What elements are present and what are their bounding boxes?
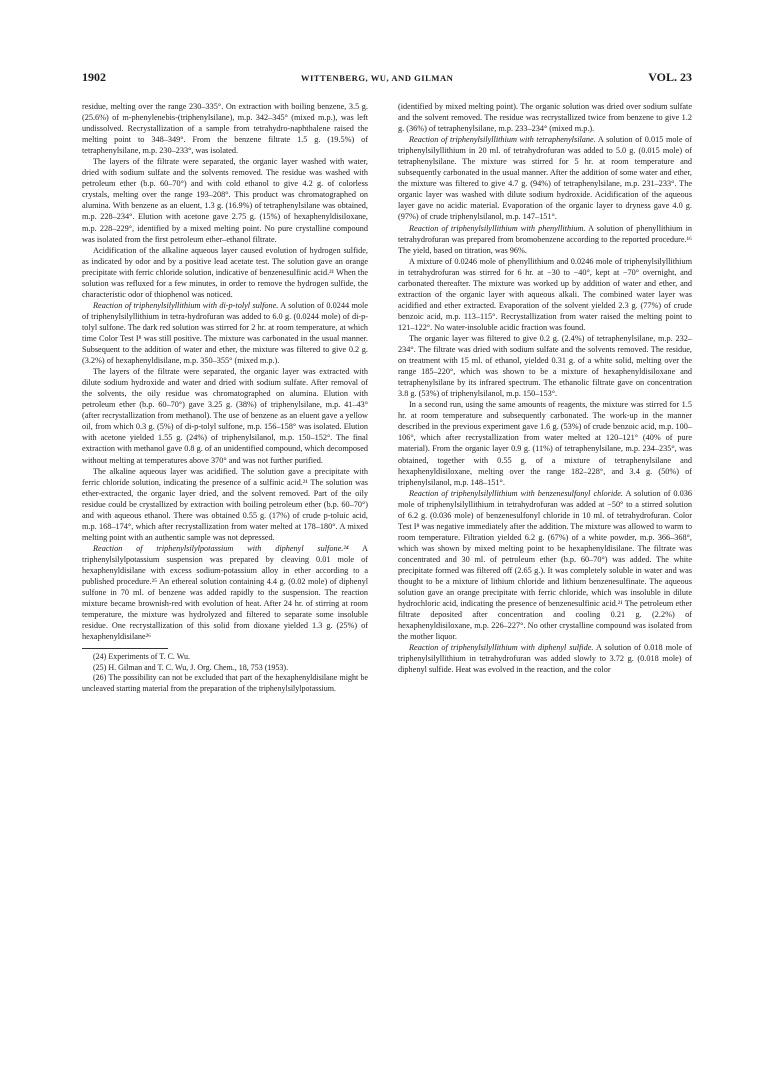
paragraph: The layers of the filtrate were separated, the organic layer was extracted with dilute sodium hydroxide and water and dried with sodium sulfate. After removal of the solvents, the oily residue was chromatographed on alumina. Elution with petroleum ether (b.p. 60–70°) gave 3.25 g. (38%) of triphenylsilane, m.p. 41–43° (after recrystallization from methanol). The use of benzene as an eluent gave a yellow oil, from which 0.3 g. (5%) of di-p-tolyl sulfone, m.p. 156–158° was isolated. Elution with acetone yielded 1.55 g. (24%) of triphenylsilanol, m.p. 150–152°. The final extraction with methanol gave 0.8 g. of an unidentified compound, which decomposed without melting at temperatures above 370° and was not further purified. xyxy=(82,367,368,465)
paragraph: A mixture of 0.0246 mole of phenyllithium and 0.0246 mole of triphenylsilyllithium in tetrahydrofuran was stirred for 6 hr. at −30 to −40°, kept at −70° overnight, and carbonated thereafter. The mixture was worked up by addition of water and ether, and extraction of the organic layer with aqueous alkali. The combined water layer was acidified and ether extracted. Evaporation of the solvent yielded 2.3 g. (77%) of crude benzoic acid, m.p. 113–115°. Recrystallization from water raised the melting point to 121–122°. No water-insoluble acidic fraction was found. xyxy=(398,256,692,332)
footnote-divider xyxy=(82,648,168,649)
paragraph: The layers of the filtrate were separated, the organic layer washed with water, dried with sodium sulfate and the solvents removed. The residue was washed with petroleum ether (b.p. 60–70°) and with cold ethanol to give 4.2 g. of colorless crystals, melting over the range 193–208°. This product was chromatographed on alumina. With benzene as an eluent, 1.3 g. (16.9%) of tetraphenylsilane was obtained, m.p. 228–234°. Elution with acetone gave 2.75 g. (15%) of hexaphenyldisiloxane, m.p. 228–229°, identified by a mixed melting point. No pure crystalline compound was isolated from the first petroleum ether–ethanol filtrate. xyxy=(82,157,368,244)
footnote: (24) Experiments of T. C. Wu. xyxy=(93,652,190,662)
paragraph: Reaction of triphenylsilylpotassium with diphenyl sulfone.²⁴ A triphenylsilylpotassium suspension was prepared by cleaving 0.01 mole of hexaphenyldisilane with excess sodium-potassium alloy in ether according to a published procedure.²⁵ An ethereal solution containing 4.4 g. (0.02 mole) of diphenyl sulfone in 70 ml. of benzene was added rapidly to the suspension. The reaction mixture became brownish-red with evolution of heat. After 24 hr. of stirring at room temperature, the mixture was hydrolyzed and filtered to separate some insoluble residue. One recrystallization of this solid from dioxane yielded 1.3 g. (25%) of hexaphenyldisilane²⁶ xyxy=(82,543,368,642)
paragraph: Reaction of triphenylsilyllithium with phenyllithium. A solution of phenyllithium in tetrahydrofuran was prepared from bromobenzene according to the reported procedure.¹⁶ The yield, based on titration, was 96%. xyxy=(398,223,692,255)
paragraph: Reaction of triphenylsilyllithium with diphenyl sulfide. A solution of 0.018 mole of triphenylsilyllithium in tetrahydrofuran was added slowly to 3.72 g. (0.018 mole) of diphenyl sulfide. Heat was evolved in the reaction, and the color xyxy=(398,643,692,675)
left-column xyxy=(82,101,368,695)
paragraph: Reaction of triphenylsilyllithium with di-p-tolyl sulfone. A solution of 0.0244 mole of triphenylsilyllithium in tetra-hydrofuran was added to 6.0 g. (0.0244 mole) of di-p-tolyl sulfone. The dark red solution was stirred for 2 hr. at room temperature, at which time Color Test I⁸ was still positive. The mixture was carbonated in the usual manner. Subsequent to the addition of water and ether, the mixture was filtered to give 0.2 g. (3.2%) of hexaphenyldisilane, m.p. 350–355° (mixed m.p.). xyxy=(82,300,368,366)
page-number: 1902 xyxy=(82,70,106,84)
paragraph: Acidification of the alkaline aqueous layer caused evolution of hydrogen sulfide, as indicated by odor and by a positive lead acetate test. The solution gave an orange precipitate with ferric chloride solution, indicative of benzenesulfinic acid.²¹ When the solution was refluxed for a few minutes, in order to remove the hydrogen sulfide, the characteristic odor of thiophenol was noticed. xyxy=(82,245,368,299)
paragraph: The alkaline aqueous layer was acidified. The solution gave a precipitate with ferric chloride solution, indicating the presence of a sulfinic acid.²¹ The solution was ether-extracted, the organic layer dried, and the solvent removed. Part of the oily residue could be crystallized by extraction with boiling petroleum ether (b.p. 60–70°) and with aqueous ethanol. There was obtained 0.55 g. (17%) of crude p-toluic acid, m.p. 168–174°, which after recrystallization from water melted at 178–180°. A mixed melting point with an authentic sample was not depressed. xyxy=(82,466,368,542)
paragraph: (identified by mixed melting point). The organic solution was dried over sodium sulfate and the solvent removed. The residue was recrystallized twice from benzene to give 1.2 g. (36%) of tetraphenylsilane, m.p. 233–234° (mixed m.p.). xyxy=(398,102,692,134)
right-column xyxy=(398,101,692,675)
paragraph: In a second run, using the same amounts of reagents, the mixture was stirred for 1.5 hr. at room temperature and subsequently carbonated. The work-up in the manner described in the previous experiment gave 1.6 g. (53%) of crude benzoic acid, m.p. 100–106°, which after recrystallization from water melted at 120–121° (40% of pure material). From the organic layer 0.9 g. (11%) of tetraphenylsilane, m.p. 234–235°, was obtained, together with 0.55 g. of a mixture of tetraphenylsilane and hexaphenyldisiloxane, melting over the range 182–228°, and 3.4 g. (50%) of triphenylsilanol, m.p. 148–151°. xyxy=(398,400,692,487)
paragraph: Reaction of triphenylsilyllithium with benzenesulfonyl chloride. A solution of 0.036 mole of triphenylsilyllithium in tetrahydrofuran was added at −50° to a stirred solution of 6.2 g. (0.036 mole) of benzenesulfonyl chloride in 10 ml. of tetrahydrofuran. Color Test I⁸ was negative immediately after the addition. The mixture was allowed to warm to room temperature. Filtration yielded 6.2 g. (67%) of a white powder, m.p. 366–368°, which was shown by mixed melting point to be hexaphenyldisilane. The filtrate was concentrated and 30 ml. of petroleum ether (b.p. 60–70°) was added. The white precipitate formed was filtered off (2.65 g.). It was completely soluble in water and was thought to be a mixture of lithium chloride and lithium benzenesulfinate. The aqueous solution gave an orange precipitate with ferric chloride, which was insoluble in dilute hydrochloric acid, indicating the presence of benzenesulfinic acid.²¹ The petroleum ether filtrate deposited after concentration and cooling 0.21 g. (2.2%) of hexaphenyldisiloxane, m.p. 226–227°. No other crystalline compound was isolated from the mother liquor. xyxy=(398,488,692,642)
running-title: WITTENBERG, WU, AND GILMAN xyxy=(300,73,454,83)
paragraph: Reaction of triphenylsilyllithium with tetraphenylsilane. A solution of 0.015 mole of triphenylsilyllithium in 20 ml. of tetrahydrofuran was added to 5.0 g. (0.015 mole) of tetraphenylsilane. The mixture was stirred for 5 hr. at room temperature and subsequently carbonated in the usual manner. After the addition of some water and ether, the mixture was filtered to give 4.7 g. (94%) of tetraphenylsilane, m.p. 231–233°. The organic layer was washed with dilute sodium hydroxide. Acidification of the aqueous layer gave no acidic material. Evaporation of the organic layer to dryness gave 4.0 g. (97%) of crude triphenylsilanol, m.p. 147–151°. xyxy=(398,135,693,222)
paragraph: The organic layer was filtered to give 0.2 g. (2.4%) of tetraphenylsilane, m.p. 232–234°. The filtrate was dried with sodium sulfate and the solvents removed. The residue, on treatment with 15 ml. of ethanol, yielded 0.31 g. of a white solid, melting over the range 185–220°, which was shown to be a mixture of hexaphenyldisiloxane and tetraphenylsilane by its infrared spectrum. The ethanolic filtrate gave on concentration 3.8 g. (53%) of triphenylsilanol, m.p. 150–153°. xyxy=(398,333,692,399)
page-header xyxy=(82,70,692,90)
footnote: (26) The possibility can not be excluded that part of the hexaphenyldisilane might be uncleaved starting material from the preparation of the triphenylsilylpotassium. xyxy=(82,673,368,694)
volume-label: VOL. 23 xyxy=(648,70,692,84)
footnote: (25) H. Gilman and T. C. Wu, J. Org. Chem., 18, 753 (1953). xyxy=(93,662,289,672)
paragraph: residue, melting over the range 230–335°. On extraction with boiling benzene, 3.5 g. (25.6%) of m-phenylenebis-(triphenylsilane), m.p. 342–345° (mixed m.p.), was left undissolved. Recrystallization of a sample from tetrahydro-naphthalene raised the melting point to 348–349°. From the benzene filtrate 1.5 g. (19.5%) of tetraphenylsilane, m.p. 230–233°, was isolated. xyxy=(82,102,368,156)
